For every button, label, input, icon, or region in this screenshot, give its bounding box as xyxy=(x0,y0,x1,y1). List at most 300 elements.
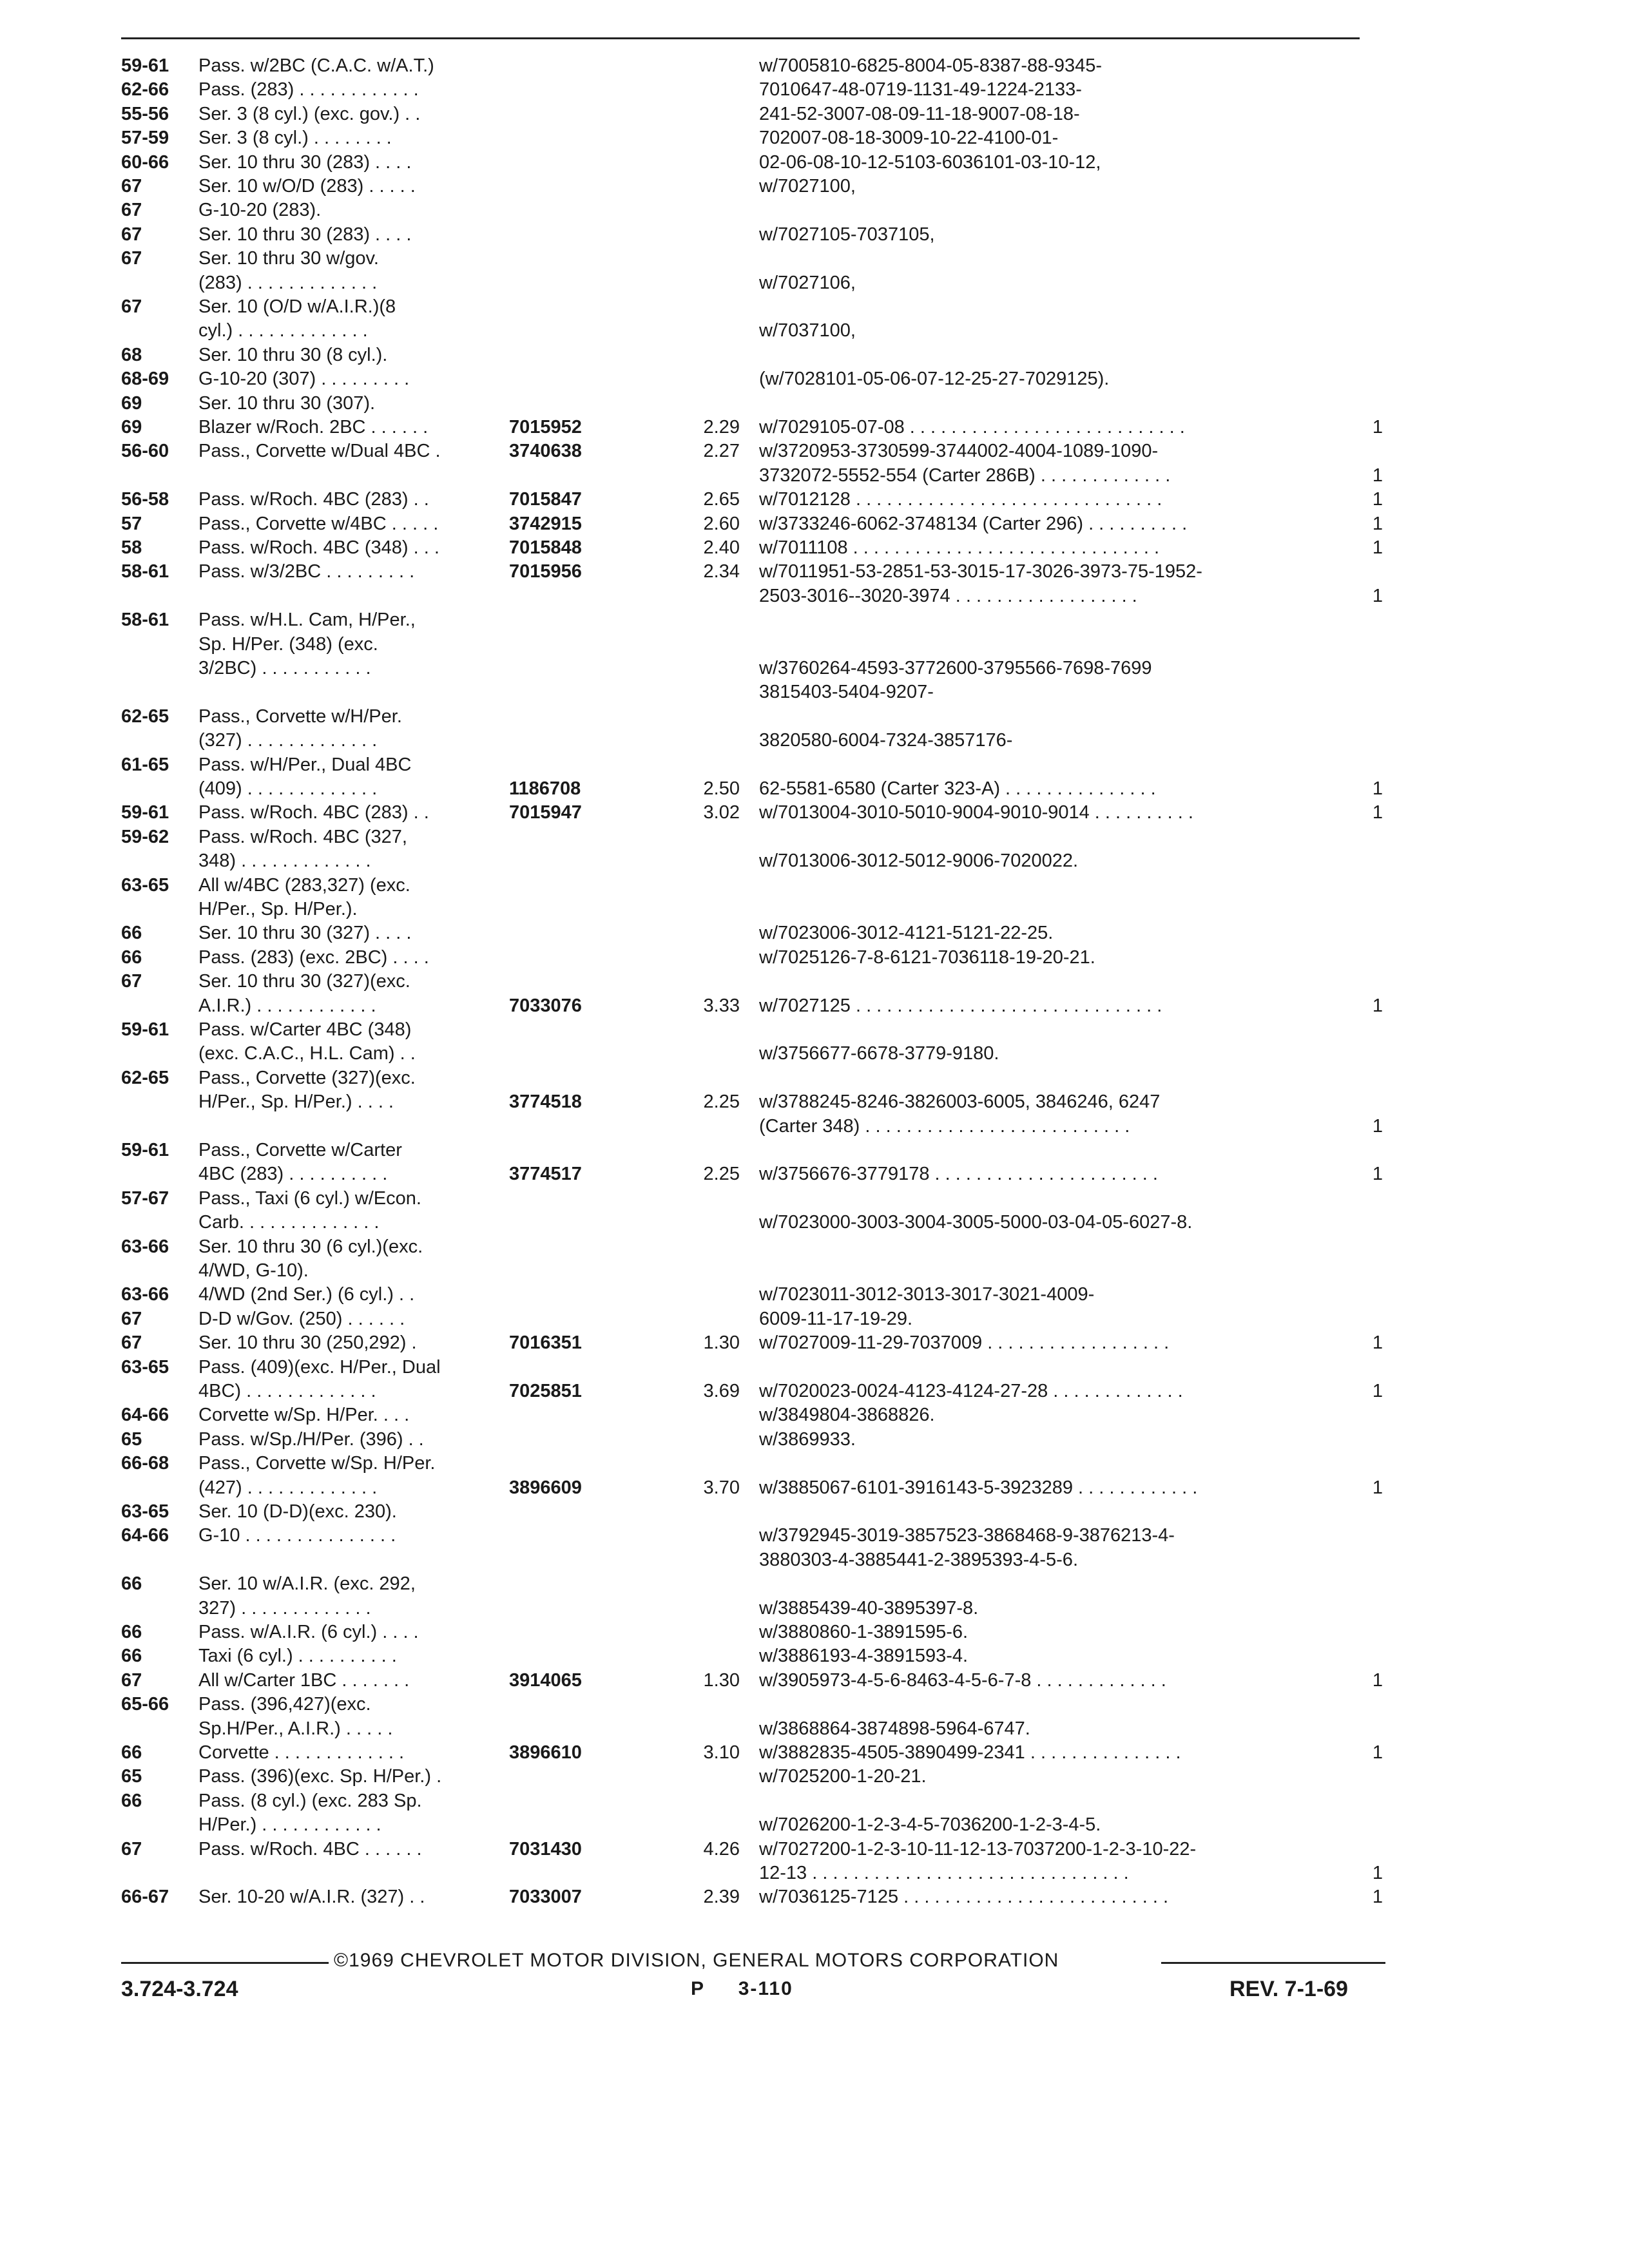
row-description: Ser. 10 (O/D w/A.I.R.)(8 xyxy=(198,296,396,317)
table-row xyxy=(0,175,1629,198)
row-description: Pass. (8 cyl.) (exc. 283 Sp. xyxy=(198,1790,422,1811)
row-replaces: w/3882835-4505-3890499-2341 . . . . . . . . . . . . . . . xyxy=(759,1742,1181,1763)
table-row xyxy=(0,1861,1629,1885)
row-year: 66 xyxy=(121,1573,142,1595)
table-row xyxy=(0,1428,1629,1451)
row-replaces: 3815403-5404-9207- xyxy=(759,682,934,703)
row-year: 67 xyxy=(121,296,142,317)
table-row xyxy=(0,608,1629,631)
row-quantity: 1 xyxy=(1372,537,1383,558)
row-replaces: w/7036125-7125 . . . . . . . . . . . . . . . . . . . . . . . . . . xyxy=(759,1887,1169,1908)
row-year: 58-61 xyxy=(121,610,169,631)
row-year: 67 xyxy=(121,200,142,221)
row-year: 67 xyxy=(121,1308,142,1329)
row-year: 66 xyxy=(121,1622,142,1642)
row-description: Ser. 10 thru 30 (6 cyl.)(exc. xyxy=(198,1236,423,1257)
revision-date: REV. 7-1-69 xyxy=(1229,1977,1348,2001)
row-description: H/Per.) . . . . . . . . . . . . xyxy=(198,1814,381,1836)
row-year: 57 xyxy=(121,513,142,534)
table-row xyxy=(0,439,1629,463)
table-row xyxy=(0,1500,1629,1523)
row-description: G-10-20 (283). xyxy=(198,200,322,221)
row-part-number: 7016351 xyxy=(509,1332,582,1354)
table-row xyxy=(0,777,1629,800)
row-replaces: w/7011951-53-2851-53-3015-17-3026-3973-75-1952- xyxy=(759,561,1202,582)
row-year: 60-66 xyxy=(121,151,169,173)
row-year: 69 xyxy=(121,417,142,437)
row-year: 67 xyxy=(121,1332,142,1354)
table-row xyxy=(0,1838,1629,1861)
row-replaces: w/3849804-3868826. xyxy=(759,1405,935,1426)
table-row xyxy=(0,1403,1629,1427)
row-year: 68 xyxy=(121,344,142,365)
row-part-number: 7015956 xyxy=(509,561,582,582)
table-row xyxy=(0,1018,1629,1041)
row-replaces: w/7020023-0024-4123-4124-27-28 . . . . . . . . . . . . . xyxy=(759,1381,1183,1401)
row-year: 67 xyxy=(121,248,142,269)
row-replaces: 3732072-5552-554 (Carter 286B) . . . . . . . . . . . . . xyxy=(759,465,1171,486)
row-replaces: w/3885439-40-3895397-8. xyxy=(759,1597,979,1619)
table-row xyxy=(0,1452,1629,1475)
row-year: 66 xyxy=(121,1790,142,1811)
row-year: 62-66 xyxy=(121,79,169,101)
row-year: 63-65 xyxy=(121,874,169,896)
table-row xyxy=(0,970,1629,993)
row-part-number: 3896609 xyxy=(509,1477,582,1498)
row-year: 66-67 xyxy=(121,1887,169,1908)
row-replaces: w/7023006-3012-4121-5121-22-25. xyxy=(759,923,1054,944)
row-year: 59-61 xyxy=(121,1019,169,1040)
row-year: 66 xyxy=(121,1646,142,1667)
row-quantity: 1 xyxy=(1372,417,1383,437)
table-row xyxy=(0,584,1629,608)
row-year: 64-66 xyxy=(121,1525,169,1546)
row-description: G-10-20 (307) . . . . . . . . . xyxy=(198,369,410,390)
row-description: Corvette . . . . . . . . . . . . . xyxy=(198,1742,405,1763)
row-description: cyl.) . . . . . . . . . . . . . xyxy=(198,320,368,341)
row-description: A.I.R.) . . . . . . . . . . . . xyxy=(198,995,376,1016)
row-replaces: w/7027009-11-29-7037009 . . . . . . . . . . . . . . . . . . xyxy=(759,1332,1170,1354)
row-description: Ser. 3 (8 cyl.) (exc. gov.) . . xyxy=(198,103,421,124)
row-replaces: w/7013004-3010-5010-9004-9010-9014 . . . . . . . . . . xyxy=(759,802,1193,823)
table-row xyxy=(0,1283,1629,1306)
row-year: 61-65 xyxy=(121,754,169,775)
table-row xyxy=(0,102,1629,126)
row-price: 3.02 xyxy=(703,802,740,823)
row-description: (427) . . . . . . . . . . . . . xyxy=(198,1477,378,1498)
row-description: H/Per., Sp. H/Per.) . . . . xyxy=(198,1091,394,1113)
table-row xyxy=(0,921,1629,945)
footer-rule-right xyxy=(1161,1962,1385,1964)
row-replaces: w/3756677-6678-3779-9180. xyxy=(759,1043,999,1064)
row-description: Ser. 10 thru 30 (307). xyxy=(198,392,376,414)
row-replaces: w/7012128 . . . . . . . . . . . . . . . . . . . . . . . . . . . . . . xyxy=(759,489,1162,510)
page-number-value: 3-110 xyxy=(738,1978,793,1999)
table-row xyxy=(0,1379,1629,1403)
row-description: 4/WD (2nd Ser.) (6 cyl.) . . xyxy=(198,1284,415,1305)
row-description: Pass. w/3/2BC . . . . . . . . . xyxy=(198,561,415,582)
table-row xyxy=(0,1356,1629,1379)
row-description: Pass., Corvette w/4BC . . . . . xyxy=(198,513,439,534)
row-description: Ser. 10 (D-D)(exc. 230). xyxy=(198,1501,397,1522)
table-row xyxy=(0,849,1629,872)
table-row xyxy=(0,1090,1629,1113)
row-description: (exc. C.A.C., H.L. Cam) . . xyxy=(198,1043,416,1064)
row-quantity: 1 xyxy=(1372,1669,1383,1691)
table-row xyxy=(0,898,1629,921)
table-row xyxy=(0,994,1629,1017)
row-year: 57-59 xyxy=(121,128,169,149)
row-description: All w/4BC (283,327) (exc. xyxy=(198,874,410,896)
row-description: Pass. w/Carter 4BC (348) xyxy=(198,1019,412,1040)
row-price: 2.60 xyxy=(703,513,740,534)
row-replaces: w/7025126-7-8-6121-7036118-19-20-21. xyxy=(759,947,1095,968)
table-row xyxy=(0,946,1629,969)
top-rule xyxy=(121,37,1360,39)
row-year: 58 xyxy=(121,537,142,558)
table-row xyxy=(0,1597,1629,1620)
row-replaces: w/7005810-6825-8004-05-8387-88-9345- xyxy=(759,55,1103,76)
page-letter: P xyxy=(691,1978,706,1999)
row-year: 67 xyxy=(121,1838,142,1860)
row-description: H/Per., Sp. H/Per.). xyxy=(198,899,358,919)
row-description: Sp.H/Per., A.I.R.) . . . . . xyxy=(198,1718,393,1739)
row-price: 2.27 xyxy=(703,441,740,462)
row-part-number: 7015947 xyxy=(509,802,582,823)
row-description: (409) . . . . . . . . . . . . . xyxy=(198,778,378,799)
table-row xyxy=(0,1259,1629,1282)
row-description: Pass., Corvette (327)(exc. xyxy=(198,1067,416,1088)
row-description: Pass., Corvette w/Dual 4BC . xyxy=(198,441,441,462)
row-replaces: w/3905973-4-5-6-8463-4-5-6-7-8 . . . . . . . . . . . . . xyxy=(759,1669,1166,1691)
row-replaces: w/3886193-4-3891593-4. xyxy=(759,1646,969,1667)
row-replaces: w/7037100, xyxy=(759,320,856,341)
table-row xyxy=(0,1669,1629,1692)
row-year: 63-66 xyxy=(121,1236,169,1257)
row-quantity: 1 xyxy=(1372,585,1383,606)
row-year: 66 xyxy=(121,1742,142,1763)
row-replaces: w/7013006-3012-5012-9006-7020022. xyxy=(759,850,1079,872)
table-row xyxy=(0,1066,1629,1090)
table-row xyxy=(0,1187,1629,1210)
table-row xyxy=(0,633,1629,656)
row-quantity: 1 xyxy=(1372,489,1383,510)
row-year: 62-65 xyxy=(121,1067,169,1088)
row-description: Ser. 10 w/O/D (283) . . . . . xyxy=(198,176,416,197)
row-year: 64-66 xyxy=(121,1405,169,1426)
table-row xyxy=(0,825,1629,849)
row-price: 2.29 xyxy=(703,417,740,437)
row-year: 65-66 xyxy=(121,1694,169,1715)
row-year: 62-65 xyxy=(121,706,169,727)
table-row xyxy=(0,1620,1629,1644)
row-replaces: w/7023000-3003-3004-3005-5000-03-04-05-6027-8. xyxy=(759,1212,1193,1233)
row-replaces: w/3868864-3874898-5964-6747. xyxy=(759,1718,1030,1739)
row-description: Pass. (283) (exc. 2BC) . . . . xyxy=(198,947,429,968)
row-price: 3.70 xyxy=(703,1477,740,1498)
row-description: Ser. 10 thru 30 (283) . . . . xyxy=(198,151,412,173)
row-year: 69 xyxy=(121,392,142,414)
table-row xyxy=(0,1235,1629,1258)
table-row xyxy=(0,1885,1629,1908)
row-price: 2.40 xyxy=(703,537,740,558)
table-row xyxy=(0,680,1629,704)
row-year: 59-61 xyxy=(121,802,169,823)
row-year: 66 xyxy=(121,947,142,968)
row-part-number: 7025851 xyxy=(509,1381,582,1401)
row-quantity: 1 xyxy=(1372,1332,1383,1354)
row-replaces: w/7023011-3012-3013-3017-3021-4009- xyxy=(759,1284,1095,1305)
row-replaces: w/7026200-1-2-3-4-5-7036200-1-2-3-4-5. xyxy=(759,1814,1101,1836)
row-description: Ser. 10 thru 30 (283) . . . . xyxy=(198,224,412,245)
table-row xyxy=(0,78,1629,101)
row-description: 3/2BC) . . . . . . . . . . . xyxy=(198,658,371,678)
row-description: Pass. w/Roch. 4BC (283) . . xyxy=(198,489,429,510)
table-row xyxy=(0,1548,1629,1571)
row-description: Pass. (283) . . . . . . . . . . . . xyxy=(198,79,419,101)
row-price: 2.25 xyxy=(703,1164,740,1185)
table-row xyxy=(0,1741,1629,1764)
table-row xyxy=(0,560,1629,583)
row-price: 2.39 xyxy=(703,1887,740,1908)
row-part-number: 7015848 xyxy=(509,537,582,558)
table-row xyxy=(0,198,1629,222)
row-description: Pass. w/H.L. Cam, H/Per., xyxy=(198,610,416,631)
row-price: 4.26 xyxy=(703,1838,740,1860)
row-price: 3.10 xyxy=(703,1742,740,1763)
row-year: 66 xyxy=(121,923,142,944)
row-year: 67 xyxy=(121,1669,142,1691)
row-replaces: (Carter 348) . . . . . . . . . . . . . . . . . . . . . . . . . . xyxy=(759,1115,1130,1137)
row-replaces: w/3792945-3019-3857523-3868468-9-3876213-4- xyxy=(759,1525,1175,1546)
table-row xyxy=(0,367,1629,390)
row-replaces: w/7025200-1-20-21. xyxy=(759,1766,927,1787)
row-description: Corvette w/Sp. H/Per. . . . xyxy=(198,1405,410,1426)
row-replaces: w/3885067-6101-3916143-5-3923289 . . . . . . . . . . . . xyxy=(759,1477,1198,1498)
row-description: (283) . . . . . . . . . . . . . xyxy=(198,272,378,293)
row-replaces: w/3720953-3730599-3744002-4004-1089-1090- xyxy=(759,441,1159,462)
row-description: 327) . . . . . . . . . . . . . xyxy=(198,1597,371,1619)
row-replaces: (w/7028101-05-06-07-12-25-27-7029125). xyxy=(759,369,1110,390)
row-replaces: w/7011108 . . . . . . . . . . . . . . . . . . . . . . . . . . . . . . xyxy=(759,537,1160,558)
row-replaces: w/3788245-8246-3826003-6005, 3846246, 6247 xyxy=(759,1091,1161,1113)
table-row xyxy=(0,753,1629,776)
row-year: 63-66 xyxy=(121,1284,169,1305)
row-replaces: w/7027105-7037105, xyxy=(759,224,935,245)
row-description: Pass. w/H/Per., Dual 4BC xyxy=(198,754,412,775)
row-part-number: 7015952 xyxy=(509,417,582,437)
copyright-line: ©1969 CHEVROLET MOTOR DIVISION, GENERAL MOTORS CORPORATION xyxy=(334,1950,1059,1971)
row-year: 55-56 xyxy=(121,103,169,124)
row-quantity: 1 xyxy=(1372,778,1383,799)
row-description: Pass., Taxi (6 cyl.) w/Econ. xyxy=(198,1187,421,1209)
row-price: 2.25 xyxy=(703,1091,740,1113)
table-row xyxy=(0,464,1629,487)
table-row xyxy=(0,512,1629,535)
row-description: Pass. w/Sp./H/Per. (396) . . xyxy=(198,1428,424,1450)
row-description: Blazer w/Roch. 2BC . . . . . . xyxy=(198,417,429,437)
row-year: 59-61 xyxy=(121,1140,169,1160)
row-price: 2.34 xyxy=(703,561,740,582)
row-part-number: 3914065 xyxy=(509,1669,582,1691)
table-row xyxy=(0,271,1629,294)
table-row xyxy=(0,1789,1629,1812)
table-row xyxy=(0,295,1629,318)
row-year: 68-69 xyxy=(121,369,169,390)
row-replaces: w/3756676-3779178 . . . . . . . . . . . . . . . . . . . . . . xyxy=(759,1164,1158,1185)
row-description: Pass., Corvette w/Carter xyxy=(198,1140,402,1160)
row-description: Pass., Corvette w/Sp. H/Per. xyxy=(198,1453,436,1474)
row-part-number: 3774518 xyxy=(509,1091,582,1113)
row-price: 2.50 xyxy=(703,778,740,799)
row-description: Pass. w/Roch. 4BC (348) . . . xyxy=(198,537,439,558)
row-year: 67 xyxy=(121,971,142,992)
row-replaces: w/7027125 . . . . . . . . . . . . . . . . . . . . . . . . . . . . . . xyxy=(759,995,1162,1016)
row-replaces: 12-13 . . . . . . . . . . . . . . . . . . . . . . . . . . . . . . . xyxy=(759,1863,1129,1883)
group-number: 3.724-3.724 xyxy=(121,1977,238,2001)
row-description: Pass. w/Roch. 4BC (283) . . xyxy=(198,802,429,823)
table-row xyxy=(0,536,1629,559)
row-replaces: w/7027100, xyxy=(759,176,856,197)
row-description: Pass. w/Roch. 4BC (327, xyxy=(198,826,407,847)
row-description: 4BC (283) . . . . . . . . . . xyxy=(198,1164,388,1185)
row-part-number: 7033076 xyxy=(509,995,582,1016)
table-row xyxy=(0,1572,1629,1595)
table-row xyxy=(0,801,1629,824)
table-row xyxy=(0,657,1629,680)
row-description: D-D w/Gov. (250) . . . . . . xyxy=(198,1308,405,1329)
row-description: Pass. (396)(exc. Sp. H/Per.) . xyxy=(198,1766,442,1787)
row-description: Ser. 10 thru 30 (250,292) . xyxy=(198,1332,417,1354)
row-replaces: w/7029105-07-08 . . . . . . . . . . . . . . . . . . . . . . . . . . . xyxy=(759,417,1185,437)
row-description: Ser. 10 thru 30 (327) . . . . xyxy=(198,923,412,944)
table-row xyxy=(0,1476,1629,1499)
row-replaces: 241-52-3007-08-09-11-18-9007-08-18- xyxy=(759,103,1080,124)
row-replaces: w/3880860-1-3891595-6. xyxy=(759,1622,969,1642)
row-part-number: 7031430 xyxy=(509,1838,582,1860)
table-row xyxy=(0,392,1629,415)
row-description: All w/Carter 1BC . . . . . . . xyxy=(198,1669,410,1691)
row-part-number: 3896610 xyxy=(509,1742,582,1763)
row-replaces: 3880303-4-3885441-2-3895393-4-5-6. xyxy=(759,1549,1078,1570)
row-part-number: 1186708 xyxy=(509,778,581,799)
table-row xyxy=(0,729,1629,752)
table-row xyxy=(0,488,1629,511)
row-quantity: 1 xyxy=(1372,1115,1383,1137)
row-quantity: 1 xyxy=(1372,802,1383,823)
row-description: 4/WD, G-10). xyxy=(198,1260,309,1281)
row-part-number: 3774517 xyxy=(509,1164,582,1185)
row-part-number: 3742915 xyxy=(509,513,582,534)
row-description: Carb. . . . . . . . . . . . . . xyxy=(198,1212,380,1233)
row-year: 58-61 xyxy=(121,561,169,582)
row-replaces: w/7027106, xyxy=(759,272,856,293)
footer-rule-left xyxy=(121,1962,329,1964)
row-description: Pass. w/Roch. 4BC . . . . . . xyxy=(198,1838,422,1860)
row-description: Pass. w/A.I.R. (6 cyl.) . . . . xyxy=(198,1622,419,1642)
row-quantity: 1 xyxy=(1372,995,1383,1016)
row-description: Ser. 10-20 w/A.I.R. (327) . . xyxy=(198,1887,425,1908)
row-part-number: 7033007 xyxy=(509,1887,582,1908)
row-price: 2.65 xyxy=(703,489,740,510)
table-row xyxy=(0,1693,1629,1716)
row-year: 63-65 xyxy=(121,1501,169,1522)
row-part-number: 7015847 xyxy=(509,489,582,510)
table-row xyxy=(0,1717,1629,1740)
row-description: (327) . . . . . . . . . . . . . xyxy=(198,730,378,751)
row-replaces: 62-5581-6580 (Carter 323-A) . . . . . . . . . . . . . . . xyxy=(759,778,1156,799)
row-description: Pass. (396,427)(exc. xyxy=(198,1694,371,1715)
row-description: 348) . . . . . . . . . . . . . xyxy=(198,850,371,872)
table-row xyxy=(0,1139,1629,1162)
row-year: 65 xyxy=(121,1766,142,1787)
table-row xyxy=(0,1765,1629,1788)
row-description: Ser. 10 w/A.I.R. (exc. 292, xyxy=(198,1573,416,1595)
table-row xyxy=(0,416,1629,439)
row-description: G-10 . . . . . . . . . . . . . . . xyxy=(198,1525,396,1546)
row-quantity: 1 xyxy=(1372,1164,1383,1185)
row-replaces: w/7027200-1-2-3-10-11-12-13-7037200-1-2-3-10-22- xyxy=(759,1838,1197,1860)
row-part-number: 3740638 xyxy=(509,441,582,462)
row-description: Ser. 10 thru 30 w/gov. xyxy=(198,248,379,269)
table-row xyxy=(0,1813,1629,1836)
row-description: Ser. 10 thru 30 (327)(exc. xyxy=(198,971,410,992)
row-year: 65 xyxy=(121,1428,142,1450)
table-row xyxy=(0,247,1629,270)
row-year: 67 xyxy=(121,224,142,245)
row-quantity: 1 xyxy=(1372,1381,1383,1401)
table-row xyxy=(0,1331,1629,1354)
row-price: 3.33 xyxy=(703,995,740,1016)
row-year: 67 xyxy=(121,176,142,197)
row-replaces: 3820580-6004-7324-3857176- xyxy=(759,730,1013,751)
row-price: 1.30 xyxy=(703,1332,740,1354)
row-year: 57-67 xyxy=(121,1187,169,1209)
row-description: Ser. 10 thru 30 (8 cyl.). xyxy=(198,344,388,365)
row-replaces: 6009-11-17-19-29. xyxy=(759,1308,913,1329)
row-description: Ser. 3 (8 cyl.) . . . . . . . . xyxy=(198,128,392,149)
row-year: 59-62 xyxy=(121,826,169,847)
row-description: Pass. w/2BC (C.A.C. w/A.T.) xyxy=(198,55,434,76)
table-row xyxy=(0,1644,1629,1667)
row-replaces: 02-06-08-10-12-5103-6036101-03-10-12, xyxy=(759,151,1101,173)
row-description: 4BC) . . . . . . . . . . . . . xyxy=(198,1381,376,1401)
table-row xyxy=(0,126,1629,149)
table-row xyxy=(0,223,1629,246)
table-row xyxy=(0,1042,1629,1065)
row-replaces: w/3760264-4593-3772600-3795566-7698-7699 xyxy=(759,658,1152,678)
table-row xyxy=(0,1524,1629,1547)
row-quantity: 1 xyxy=(1372,1887,1383,1908)
table-row xyxy=(0,705,1629,728)
table-row xyxy=(0,874,1629,897)
row-replaces: 702007-08-18-3009-10-22-4100-01- xyxy=(759,128,1059,149)
row-quantity: 1 xyxy=(1372,1863,1383,1883)
row-replaces: 2503-3016--3020-3974 . . . . . . . . . . . . . . . . . . xyxy=(759,585,1137,606)
row-replaces: w/3733246-6062-3748134 (Carter 296) . . . . . . . . . . xyxy=(759,513,1188,534)
table-row xyxy=(0,1115,1629,1138)
row-description: Taxi (6 cyl.) . . . . . . . . . . xyxy=(198,1646,397,1667)
row-quantity: 1 xyxy=(1372,465,1383,486)
table-row xyxy=(0,151,1629,174)
row-quantity: 1 xyxy=(1372,513,1383,534)
row-year: 56-60 xyxy=(121,441,169,462)
row-description: Pass., Corvette w/H/Per. xyxy=(198,706,402,727)
table-row xyxy=(0,1211,1629,1234)
row-quantity: 1 xyxy=(1372,1477,1383,1498)
row-price: 1.30 xyxy=(703,1669,740,1691)
row-year: 56-58 xyxy=(121,489,169,510)
